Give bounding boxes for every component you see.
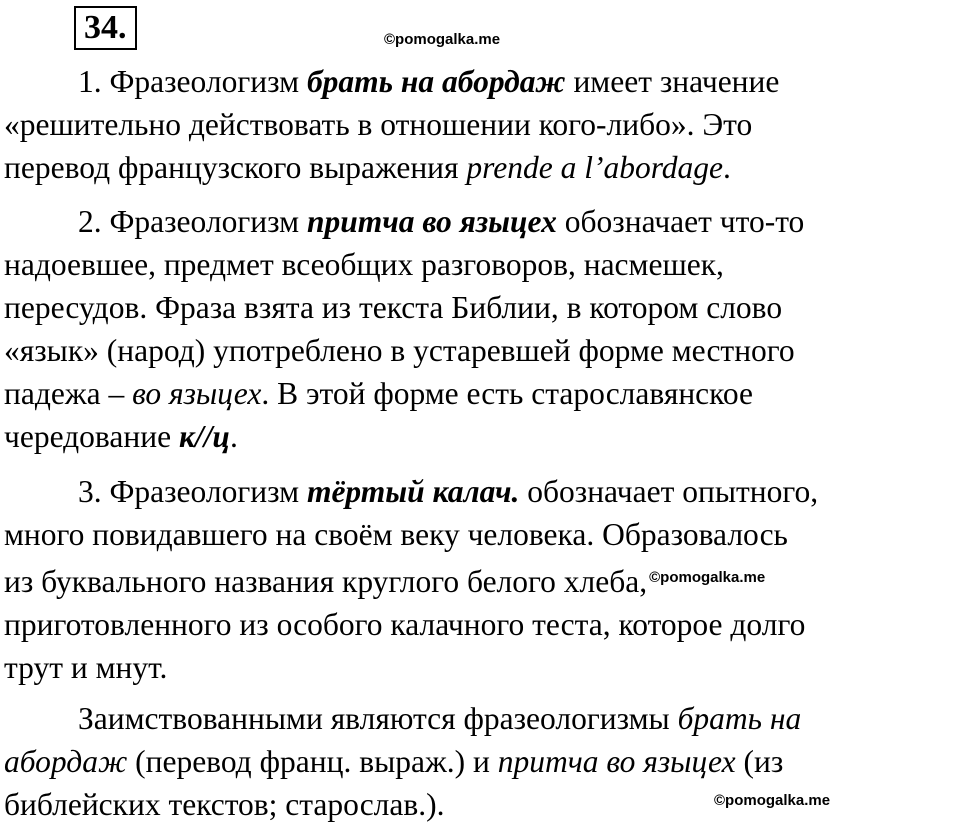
p1-number: 1. Фразеологизм bbox=[78, 64, 307, 99]
paragraph-2 bbox=[4, 200, 956, 458]
p1-line-3 bbox=[4, 146, 956, 189]
p3-line-2: много повидавшего на своём веку человека. Образовалось bbox=[4, 517, 788, 552]
p3-line-3-text: из буквального названия круглого белого хлеба, bbox=[4, 564, 648, 599]
p1-phrase: брать на абордаж bbox=[306, 64, 566, 99]
p2-case-form: во языцех bbox=[132, 376, 262, 411]
p4-text-2: (перевод франц. выраж.) и bbox=[127, 744, 498, 779]
p4-phrase-1-start: брать на bbox=[677, 701, 802, 736]
p1-line-1 bbox=[4, 60, 956, 103]
p2-line-1 bbox=[4, 200, 956, 243]
p1-period: . bbox=[723, 150, 731, 185]
p4-text-3: (из bbox=[735, 744, 784, 779]
p4-phrase-1-end: абордаж bbox=[4, 744, 128, 779]
p3-line-1 bbox=[4, 470, 956, 513]
watermark-bottom: ©pomogalka.me bbox=[714, 792, 831, 809]
paragraph-1 bbox=[4, 60, 956, 189]
p2-text: обозначает что-то bbox=[556, 204, 805, 239]
p2-line-5-rest: . В этой форме есть старославянское bbox=[261, 376, 753, 411]
p4-line-1 bbox=[4, 697, 956, 740]
p3-phrase: тёртый калач. bbox=[306, 474, 520, 509]
p2-alternation: к//ц bbox=[178, 419, 230, 454]
paragraph-3 bbox=[4, 470, 956, 689]
p2-line-5-text: падежа – bbox=[4, 376, 133, 411]
p3-line-3 bbox=[4, 556, 956, 603]
p1-line-2: «решительно действовать в отношении кого-либо». Это bbox=[4, 107, 753, 142]
p2-line-2: надоевшее, предмет всеобщих разговоров, насмешек, bbox=[4, 247, 724, 282]
p1-foreign-phrase: prende a l’abordage bbox=[466, 150, 724, 185]
p2-line-4: «язык» (народ) употреблено в устаревшей форме местного bbox=[4, 333, 795, 368]
p4-text: Заимствованными являются фразеологизмы bbox=[78, 701, 678, 736]
p3-text: обозначает опытного, bbox=[519, 474, 819, 509]
watermark-middle: ©pomogalka.me bbox=[649, 569, 766, 586]
p4-line-3: библейских текстов; старослав.). bbox=[4, 787, 445, 822]
p1-text: имеет значение bbox=[565, 64, 780, 99]
p2-line-6 bbox=[4, 415, 956, 458]
p2-number: 2. Фразеологизм bbox=[78, 204, 307, 239]
p2-period: . bbox=[229, 419, 238, 454]
p4-phrase-2: притча во языцех bbox=[497, 744, 736, 779]
p2-line-3: пересудов. Фраза взята из текста Библии, в котором слово bbox=[4, 290, 783, 325]
p3-line-4: приготовленного из особого калачного теста, которое долго bbox=[4, 607, 806, 642]
p4-line-2 bbox=[4, 740, 956, 783]
watermark-top: ©pomogalka.me bbox=[384, 31, 501, 48]
p3-line-5: трут и мнут. bbox=[4, 650, 168, 685]
p2-line-5 bbox=[4, 372, 956, 415]
p3-number: 3. Фразеологизм bbox=[78, 474, 307, 509]
p2-line-6-text: чередование bbox=[4, 419, 179, 454]
p2-phrase: притча во языцех bbox=[306, 204, 557, 239]
p1-line-3-text: перевод французского выражения bbox=[4, 150, 467, 185]
task-number-box: 34. bbox=[74, 6, 137, 50]
